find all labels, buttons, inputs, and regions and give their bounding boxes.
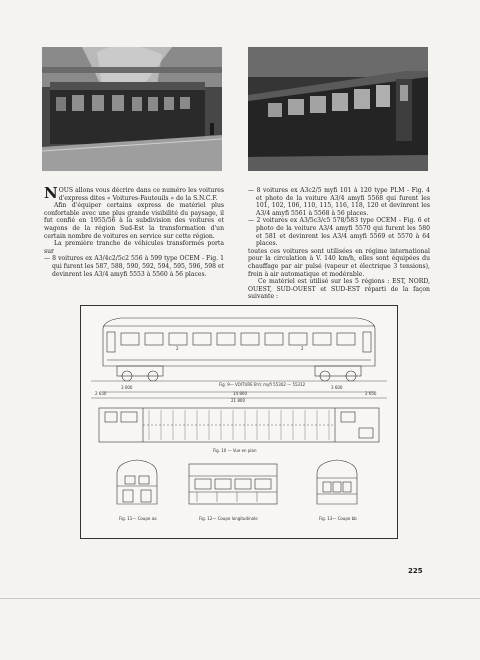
dim-bogie-right: 3 600 <box>331 385 343 390</box>
dim-body-length: 14 800 <box>233 391 247 396</box>
intro-paragraph: NOUS allons vous décrire dans ce numéro les voitures d'express dites « Voitures-Fauteuils » de la S.N.C.F. <box>44 184 224 202</box>
list-item-1: — 8 voitures ex A3/4c2/5c2 556 à 599 type OCEM - Fig. 1 qui furent les 587, 588, 590, 592, 594, 595, 596, 598 et devinrent les A3/4 amyfi 5553 à 5560 à 56 places. <box>44 255 224 278</box>
list-item-3: — 2 voitures ex A3/5c3/c5 578/583 type OCEM - Fig. 6 et photo de la voiture A3/4 amyfi 5570 qui furent les 580 et 581 et devinrent les A3/4 amyfi 5569 et 5570 à 64 places. <box>248 217 430 248</box>
cross-section-aa <box>117 460 157 504</box>
class-mark-left: 2 <box>176 346 179 351</box>
paragraph-4: toutes ces voitures sont utilisées en régime international pour la circulation à V. 140 km/h, elles sont équipées du chauffage par air pulsé (vapeur et électrique 3 tensions), frein à air automatique et modérable. <box>248 247 430 278</box>
photo-coach-side <box>248 47 428 171</box>
paragraph-5: Ce matériel est utilisé sur les 5 régions : EST, NORD, OUEST, SUD-OUEST et SUD-EST réparti de la façon suivante : <box>248 278 430 301</box>
footer-divider <box>0 598 480 599</box>
fig13-caption: Fig. 13— Coupe bb <box>319 516 357 521</box>
fig11-caption: Fig. 11— Coupe aa <box>119 516 157 521</box>
technical-drawing <box>80 305 398 539</box>
coach-plan-view <box>99 408 379 442</box>
paragraph-2: Afin d'équiper certains express de matériel plus confortable avec une plus grande visibilité du paysage, il fut confié en 1955/56 à la subdivision des voitures et wagons de la région Sud-Est la transformation d'un certain nombre de voitures en service sur cette région. <box>44 202 224 240</box>
list-item-2: — 8 voitures ex A3c2/5 myfi 101 à 120 type PLM - Fig. 4 et photo de la voiture A3/4 amyfi 5568 qui furent les 101, 102, 106, 110, 115, 116, 118, 120 et devinrent les A3/4 amyfi 5561 à 5568 à 56 places. <box>248 187 430 217</box>
dim-end-left: 2 650 <box>95 391 107 396</box>
dim-end-right: 2 650 <box>365 391 377 396</box>
fig9-caption: Fig. 9— VOITURE B⁶/c myfi 55302 — 55312 <box>219 382 306 387</box>
dropcap-letter: N <box>44 184 58 202</box>
cross-section-bb <box>317 460 357 504</box>
fig12-caption: Fig. 12— Coupe longitudinale <box>199 516 258 521</box>
longitudinal-section <box>189 464 277 504</box>
photo-station-coach <box>42 47 222 171</box>
dim-overall-length: 21 800 <box>231 398 245 403</box>
paragraph-3: La première tranche de véhicules transformés porta sur <box>44 240 224 255</box>
article-column-right <box>248 187 430 301</box>
dim-bogie-left: 3 000 <box>121 385 133 390</box>
fig10-caption: Fig. 10 — Vue en plan <box>213 448 257 453</box>
class-mark-right: 2 <box>301 346 304 351</box>
article-column-left <box>44 184 224 278</box>
page-number: 225 <box>408 567 423 575</box>
